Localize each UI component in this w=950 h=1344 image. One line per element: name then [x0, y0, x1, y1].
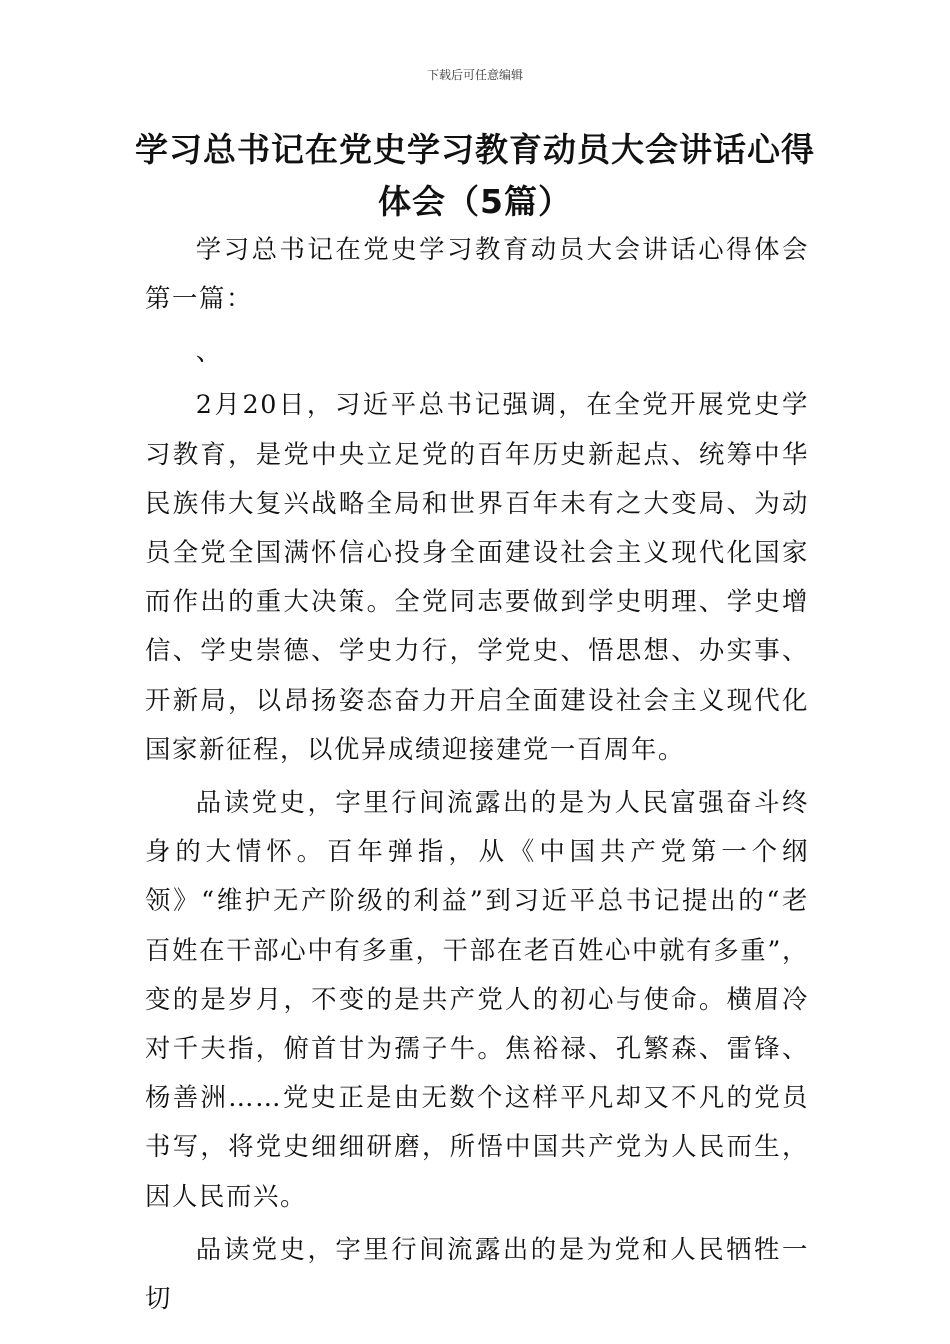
paragraph-2: 品读党史，字里行间流露出的是为人民富强奋斗终身的大情怀。百年弹指，从《中国共产党第一个纲领》“维护无产阶级的利益”到习近平总书记提出的“老百姓在干部心中有多重，干部在老百姓心中就有多重”，变的是岁月，不变的是共产党人的初心与使命。横眉冷对千夫指，俯首甘为孺子牛。焦裕禄、孔繁森、雷锋、杨善洲……党史正是由无数个这样平凡却又不凡的党员书写，将党史细细研磨，所悟中国共产党为人民而生，因人民而兴。 — [145, 787, 809, 1211]
paragraph-1: 2月20日，习近平总书记强调，在全党开展党史学习教育，是党中央立足党的百年历史新起点、统筹中华民族伟大复兴战略全局和世界百年未有之大变局、为动员全党全国满怀信心投身全面建设社会主义现代化国家而作出的重大决策。全党同志要做到学史明理、学史增信、学史崇德、学史力行，学党史、悟思想、办实事、开新局，以昂扬姿态奋力开启全面建设社会主义现代化国家新征程，以优异成绩迎接建党一百周年。 — [145, 389, 809, 764]
header-note: 下载后可任意编辑 — [426, 68, 523, 82]
document-title: 学习总书记在党史学习教育动员大会讲话心得体会（5篇） — [135, 130, 815, 221]
paragraph-intro: 学习总书记在党史学习教育动员大会讲话心得体会 第一篇： — [145, 234, 809, 314]
paragraph-3: 品读党史，字里行间流露出的是为党和人民牺牲一切 — [145, 1233, 809, 1314]
document-body — [145, 225, 809, 1323]
paragraph-mark: 、 — [195, 336, 223, 367]
